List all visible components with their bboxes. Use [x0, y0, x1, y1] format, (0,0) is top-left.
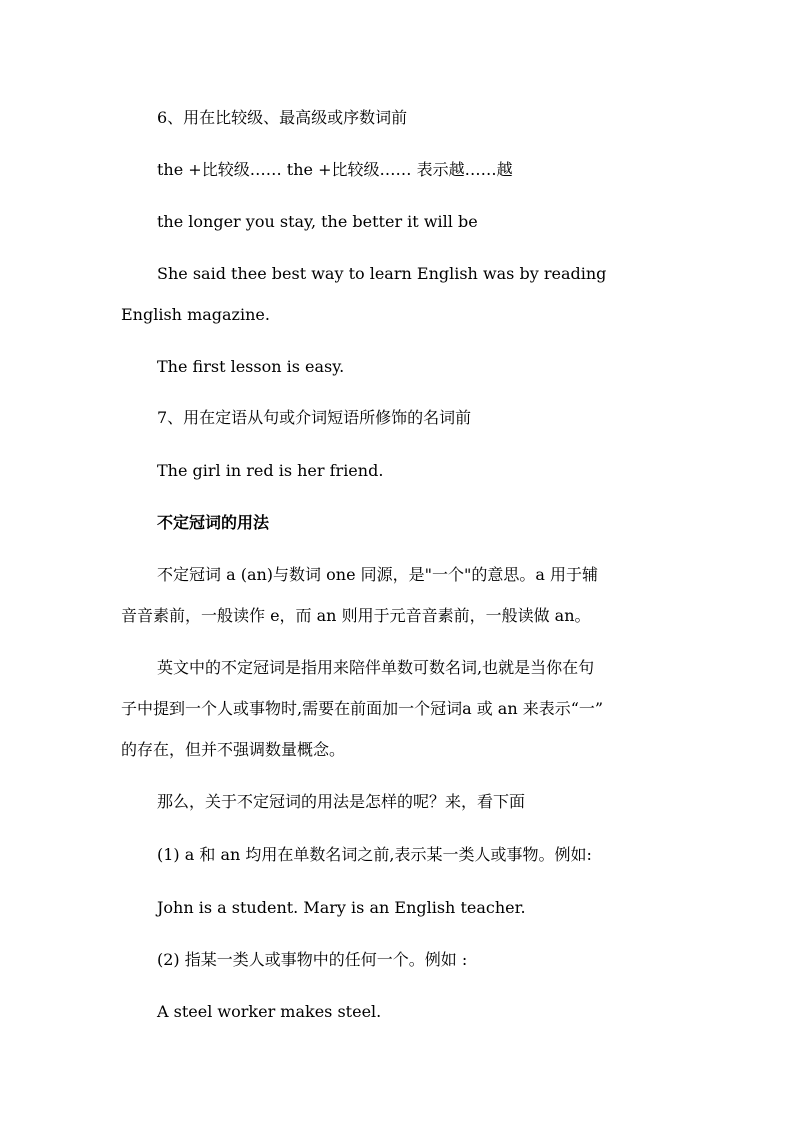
- paragraph-line: The girl in red is her friend.: [157, 461, 384, 480]
- paragraph-line: English magazine.: [121, 305, 270, 324]
- paragraph-line: 那么，关于不定冠词的用法是怎样的呢？来，看下面: [157, 792, 526, 811]
- section-title: 不定冠词的用法: [157, 513, 270, 532]
- paragraph-line: 子中提到一个人或事物时,需要在前面加一个冠词a 或 an 来表示“一”: [121, 699, 604, 718]
- paragraph-line: 英文中的不定冠词是指用来陪伴单数可数名词,也就是当你在句: [157, 658, 595, 677]
- paragraph-line: the +比较级…… the +比较级…… 表示越……越: [157, 160, 513, 179]
- list-item-1: (1) a 和 an 均用在单数名词之前,表示某一类人或事物。例如:: [157, 845, 592, 864]
- example-line: A steel worker makes steel.: [157, 1002, 382, 1021]
- paragraph-line: 的存在，但并不强调数量概念。: [121, 740, 346, 759]
- section-heading-7: 7、用在定语从句或介词短语所修饰的名词前: [157, 408, 472, 427]
- paragraph-line: 音音素前，一般读作 e，而 an 则用于元音音素前，一般读做 an。: [121, 606, 591, 625]
- paragraph-line: the longer you stay, the better it will be: [157, 212, 478, 231]
- paragraph-line: 不定冠词 a (an)与数词 one 同源，是"一个"的意思。a 用于辅: [157, 565, 598, 584]
- example-line: John is a student. Mary is an English teacher.: [157, 898, 526, 917]
- list-item-2: (2) 指某一类人或事物中的任何一个。例如 :: [157, 950, 468, 969]
- paragraph-line: The first lesson is easy.: [157, 357, 345, 376]
- section-heading-6: 6、用在比较级、最高级或序数词前: [157, 108, 408, 127]
- paragraph-line: She said thee best way to learn English was by reading: [157, 264, 607, 283]
